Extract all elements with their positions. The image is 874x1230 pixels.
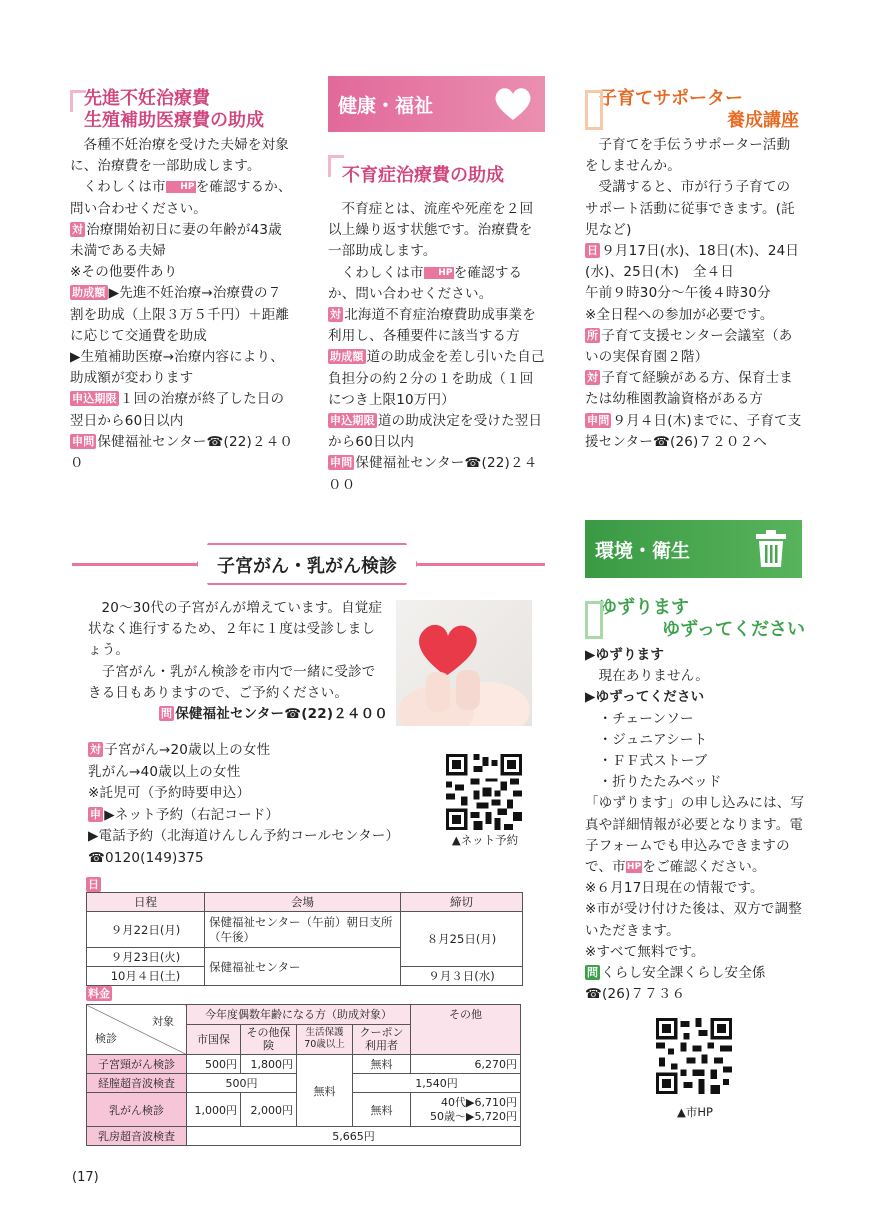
deadline-line: 申込期限 道の助成決定を受けた翌日から60日以内 (328, 413, 543, 451)
list-item: ・折りたたみベッド (598, 774, 722, 791)
section-band-health-welfare: 健康・福祉 (328, 76, 545, 132)
table-header: 締切 (401, 893, 523, 912)
fee-value: 5,665円 (187, 1127, 521, 1146)
fee-row-label: 乳がん検診 (87, 1093, 187, 1127)
contact-tag: 申問 (330, 456, 353, 470)
hp-text: くわしくは市 HPを確認するか、問い合わせください。 (70, 179, 292, 217)
article-title: ゆずります ゆずってください (599, 597, 805, 640)
target-line: 対 北海道不育症治療費助成事業を利用し、各種要件に該当する方 (328, 307, 537, 345)
give-status: 現在ありません。 (598, 668, 709, 685)
intro-text: 各種不妊治療を受けた夫婦を対象に、治療費を一部助成します。 (70, 137, 289, 175)
intro-text-2: 子宮がん・乳がん検診を市内で一緒に受診できる日もありますので、ご予約ください。 (88, 663, 376, 701)
hp-badge: HP (424, 267, 454, 279)
target-line: 対 子宮がん→20歳以上の女性 (90, 742, 271, 758)
heart-icon (493, 86, 533, 122)
intro-text: 20〜30代の子宮がんが増えています。自覚症状なく進行するため、２年に１度は受診しましょう。 (88, 600, 383, 659)
amount-line: 助成額 ▶先進不妊治療→治療費の７割を助成（上限３万５千円）＋距離に応じて交通費を助成 (70, 285, 290, 344)
contact-line: 問 くらし安全課くらし安全係☎(26)７７３６ (585, 965, 766, 1003)
article-recurrent-pregnancy-loss (328, 155, 546, 496)
deadline-tag: 申込期限 (72, 392, 117, 406)
article-title: 先進不妊治療費 生殖補助医療費の助成 (84, 88, 264, 131)
fee-value: 無料 (353, 1093, 411, 1127)
note-line: ※その他要件あり (70, 264, 178, 281)
article-title: 子育てサポーター 養成講座 (599, 88, 799, 131)
fee-value-age: 40代▶6,710円 50歳〜▶5,720円 (411, 1093, 521, 1127)
qr-caption: ▲市HP (677, 1105, 713, 1119)
cancer-intro (88, 598, 388, 725)
childcare-note: ※託児可（予約時要申込） (88, 785, 251, 801)
target-line: 対 治療開始初日に妻の年齢が43歳未満である夫婦 (70, 221, 282, 260)
date-line: 日 ９月17日(水)、18日(木)、24日(水)、25日(木) 全４日 (585, 243, 800, 281)
schedule-date: 10月４日(土) (87, 967, 205, 986)
fee-row-label: 乳房超音波検査 (87, 1127, 187, 1146)
target-tag: 対 (90, 743, 102, 756)
fee-value: 1,800円 (241, 1055, 297, 1074)
page-number: (17) (72, 1170, 99, 1185)
hands-heart-photo (396, 600, 532, 726)
title-bracket-decoration (585, 90, 603, 130)
intro-text: 不育症とは、流産や死産を２回以上繰り返す状態です。治療費を一部助成します。 (328, 201, 534, 260)
table-header: 日程 (87, 893, 205, 912)
fee-value: 1,000円 (187, 1093, 241, 1127)
article-body (585, 135, 803, 453)
apply-line-2: ▶電話予約（北海道けんしん予約コールセンター） (88, 828, 400, 844)
apply-line: 申 ▶ネット予約（右記コード） (90, 806, 280, 823)
cancer-title: 子宮がん・乳がん検診 (217, 556, 397, 577)
fee-column-header: クーポン利用者 (353, 1024, 411, 1054)
fee-group-header-other: その他 (411, 1005, 521, 1055)
fee-group-header: 今年度偶数年齢になる方（助成対象） (187, 1005, 411, 1025)
schedule-table (86, 892, 523, 986)
title-bracket-decoration (70, 90, 86, 112)
deadline-line: 申込期限 １回の治療が終了した日の翌日から60日以内 (70, 391, 285, 429)
article-childcare-supporter (585, 88, 803, 453)
apply-info: 「ゆずります」の申し込みには、写真や詳細情報が必要となります。電子フォームでも申込みできますので、市HPをご確認ください。 (585, 795, 805, 876)
qr-code-net-reservation[interactable] (446, 754, 522, 830)
contact-line: 申問 保健福祉センター☎(22)２４００ (328, 455, 538, 493)
target-line-2: 乳がん→40歳以上の女性 (88, 763, 241, 780)
phone-line: ☎0120(149)375 (88, 849, 204, 866)
deadline-tag: 申込期限 (330, 414, 375, 428)
fee-value: 500円 (187, 1074, 297, 1093)
schedule-deadline: ９月３日(水) (401, 967, 523, 986)
note-line: ※全日程への参加が必要です。 (585, 306, 774, 323)
fee-value-free: 無料 (297, 1055, 353, 1127)
amount-tag: 助成額 (72, 286, 106, 300)
place-tag: 所 (587, 328, 599, 342)
qr-code-icon (446, 754, 522, 830)
qr-code-city-hp[interactable] (656, 1018, 732, 1094)
apply-tag: 申 (90, 807, 102, 821)
list-item: ・チェーンソー (598, 710, 694, 727)
schedule-tag: 日 (88, 878, 99, 891)
give-heading: ▶ゆずります (585, 647, 665, 663)
target-tag: 対 (587, 371, 599, 385)
section-band-environment: 環境・衛生 (585, 520, 802, 578)
article-body (328, 199, 546, 496)
fee-table (86, 1004, 521, 1146)
qr-caption: ▲ネット予約 (451, 833, 519, 847)
qr-code-icon (656, 1018, 732, 1094)
intro-text: 子育てを手伝うサポーター活動をしませんか。 (585, 137, 791, 175)
article-body (585, 645, 805, 1005)
fee-corner-target: 対象 (152, 1015, 174, 1028)
amount-line: 助成額 道の助成金を差し引いた自己負担分の約２分の１を助成（１回につき上限10万円） (328, 349, 545, 408)
fee-column-header: 生活保護70歳以上 (297, 1024, 353, 1054)
schedule-date: ９月22日(月) (87, 912, 205, 948)
target-tag: 対 (72, 222, 84, 236)
trash-can-icon (754, 530, 788, 568)
schedule-date: ９月23日(火) (87, 948, 205, 967)
fee-value: 無料 (353, 1055, 411, 1074)
want-heading: ▶ゆずってください (585, 689, 705, 706)
apply-tag: 申問 (587, 413, 610, 427)
fee-value: 6,270円 (411, 1055, 521, 1074)
contact-tag: 問 (160, 707, 173, 721)
contact-tag: 申問 (72, 434, 95, 448)
contact-line: 申問 保健福祉センター☎(22)２４００ (70, 433, 294, 472)
target-tag: 対 (330, 308, 342, 322)
article-body (70, 135, 295, 474)
list-item: ・ジュニアシート (598, 731, 708, 748)
note-line: ※すべて無料です。 (585, 943, 705, 960)
title-bracket-decoration (585, 601, 603, 639)
fee-row-label: 子宮頸がん検診 (87, 1055, 187, 1074)
article-giveaway (585, 597, 805, 1005)
fee-column-header: 市国保 (187, 1024, 241, 1054)
hp-badge: HP (166, 181, 196, 193)
schedule-deadline: ８月25日(月) (401, 912, 523, 967)
fee-corner-exam: 検診 (95, 1032, 117, 1045)
schedule-venue: 保健福祉センター (205, 948, 401, 986)
target-line: 対 子育て経験がある方、保育士または幼稚園教諭資格がある方 (585, 370, 794, 408)
list-item: ・ＦＦ式ストーブ (598, 753, 708, 770)
heart-illustration (396, 600, 532, 726)
fee-row-label: 経膣超音波検査 (87, 1074, 187, 1093)
fee-column-header: その他保険 (241, 1024, 297, 1054)
fee-value: 2,000円 (241, 1093, 297, 1127)
schedule-venue: 保健福祉センター（午前）朝日支所（午後） (205, 912, 401, 948)
note-line: ※６月17日現在の情報です。 (585, 880, 764, 897)
contact-tag: 問 (587, 966, 599, 980)
fee-value: 1,540円 (353, 1074, 521, 1093)
apply-line: 申問 ９月４日(木)までに、子育て支援センター☎(26)７２０２へ (585, 412, 802, 450)
note-line: ※市が受け付けた後は、双方で調整いただきます。 (585, 901, 803, 939)
table-header: 会場 (205, 893, 401, 912)
detail-text: 受講すると、市が行う子育てのサポート活動に従事できます。(託児など) (585, 179, 795, 238)
hp-text: くわしくは市 HPを確認するか、問い合わせください。 (328, 264, 523, 302)
hp-badge: HP (626, 862, 642, 873)
fee-value: 500円 (187, 1055, 241, 1074)
article-advanced-infertility (70, 88, 295, 474)
time-line: 午前９時30分〜午後４時30分 (585, 285, 771, 302)
amount-line-2: ▶生殖補助医療→治療内容により、助成額が変わります (70, 349, 284, 387)
cancer-details (88, 740, 428, 869)
amount-tag: 助成額 (330, 350, 364, 364)
contact-line: 問 保健福祉センター☎(22)２４００ (160, 706, 388, 723)
date-tag: 日 (587, 244, 599, 258)
fee-corner-cell (87, 1005, 187, 1055)
article-title: 不育症治療費の助成 (342, 165, 504, 186)
fee-tag: 料金 (88, 987, 110, 1000)
title-bracket-decoration (328, 155, 344, 177)
place-line: 所 子育て支援センター会議室（あいの実保育園２階） (585, 327, 793, 366)
